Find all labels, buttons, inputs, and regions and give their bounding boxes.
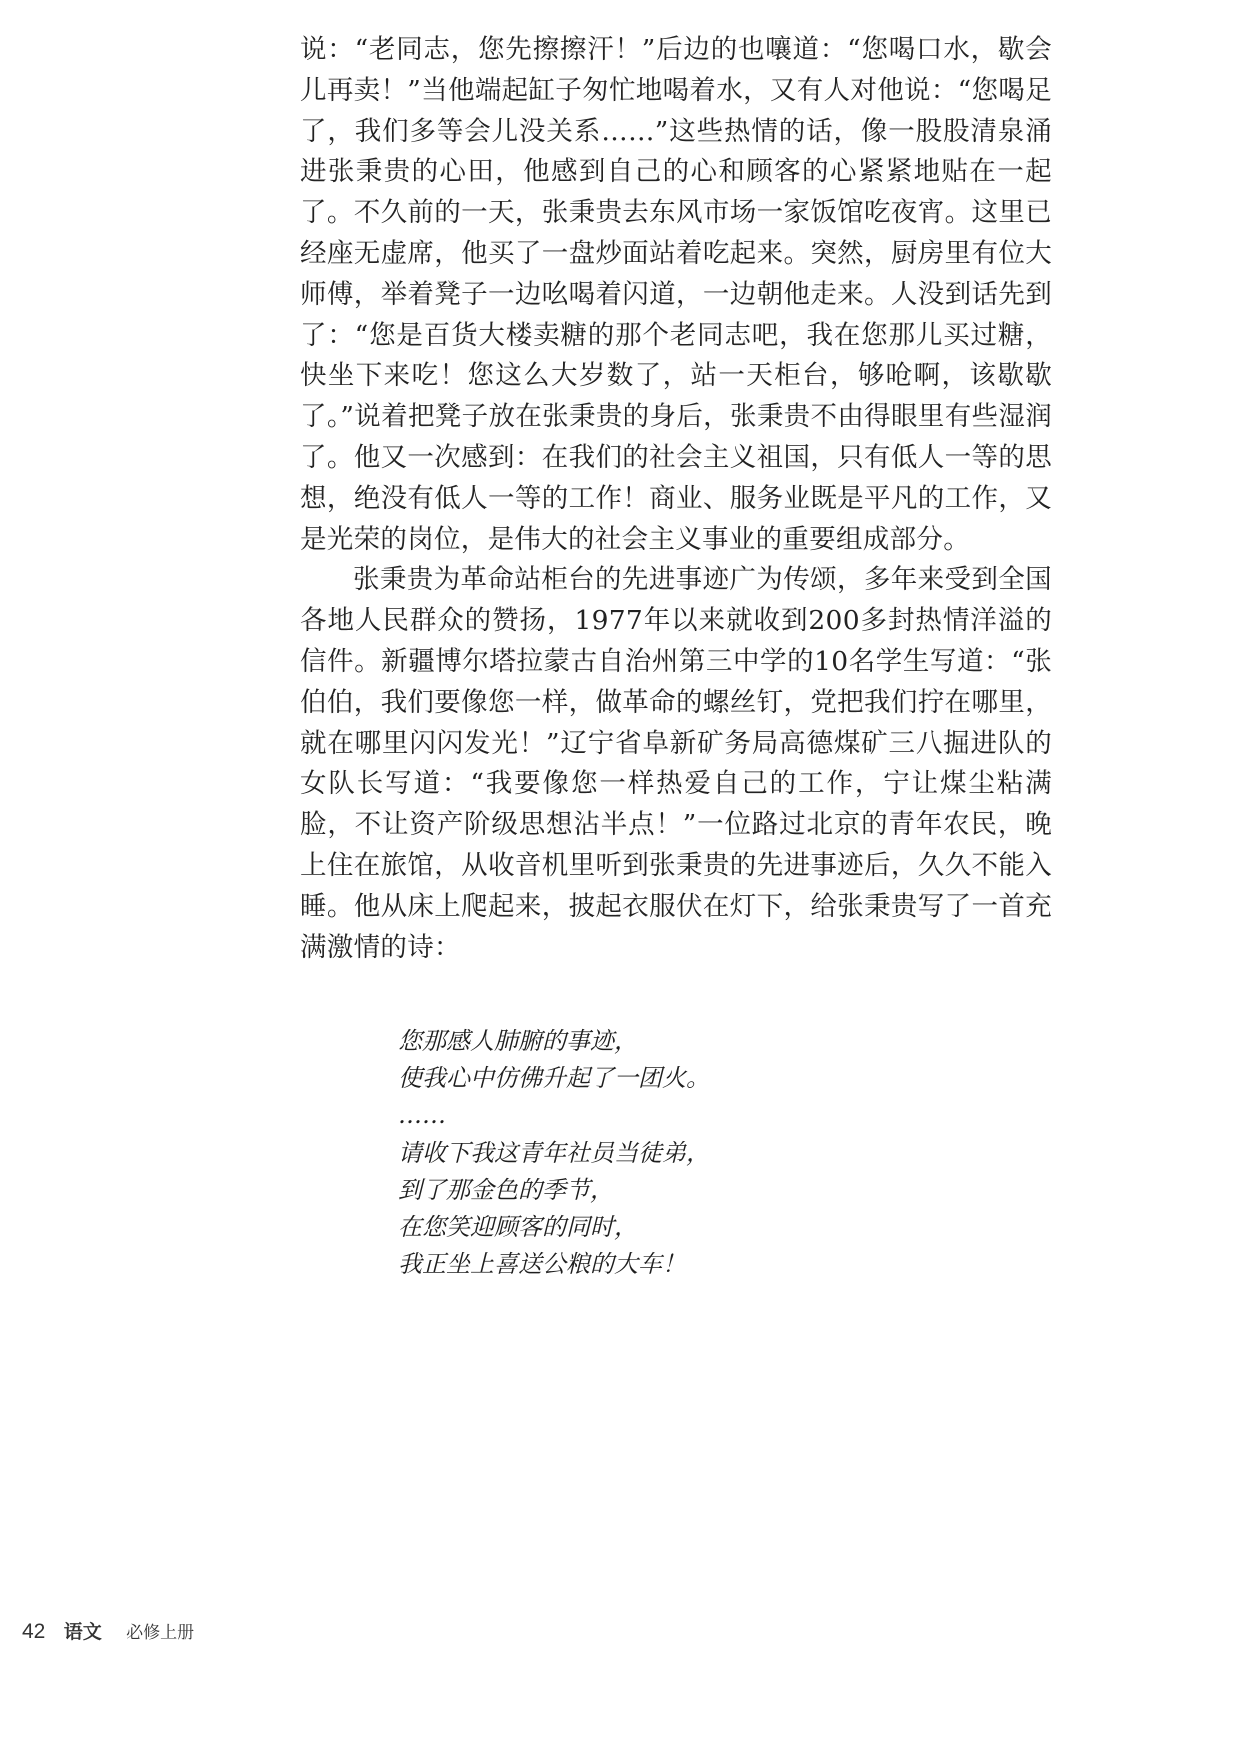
poem-line: 到了那金色的季节， xyxy=(398,1175,614,1204)
book-title: 语文 xyxy=(63,1621,102,1643)
page-footer xyxy=(22,1617,194,1644)
article-body xyxy=(300,30,1052,968)
poem-line: 使我心中仿佛升起了一团火。 xyxy=(398,1064,710,1093)
poem-line: 您那感人肺腑的事迹， xyxy=(398,1027,638,1055)
poem-line: 我正坐上喜送公粮的大车！ xyxy=(398,1250,686,1279)
poem-block xyxy=(398,1023,918,1283)
poem-line: 在您笑迎顾客的同时， xyxy=(398,1213,638,1242)
page-number: 42 xyxy=(22,1620,46,1643)
paragraph-letters: 张秉贵为革命站柜台的先进事迹广为传颂，多年来受到全国各地人民群众的赞扬，1977年以来就收到200多封热情洋溢的信件。新疆博尔塔拉蒙古自治州第三中学的10名学生写道：“张伯伯，我们要像您一样，做革命的螺丝钉，党把我们拧在哪里，就在哪里闪闪发光！”辽宁省阜新矿务局高德煤矿三八掘进队的女队长写道：“我要像您一样热爱自己的工作，宁让煤尘粘满脸，不让资产阶级思想沾半点！”一位路过北京的青年农民，晚上住在旅馆，从收音机里听到张秉贵的先进事迹后，久久不能入睡。他从床上爬起来，披起衣服伏在灯下，给张秉贵写了一首充满激情的诗： xyxy=(300,564,1052,963)
paragraph-continued: 说：“老同志，您先擦擦汗！”后边的也嚷道：“您喝口水，歇会儿再卖！”当他端起缸子匆忙地喝着水，又有人对他说：“您喝足了，我们多等会儿没关系……”这些热情的话，像一股股清泉涌进张秉贵的心田，他感到自己的心和顾客的心紧紧地贴在一起了。不久前的一天，张秉贵去东风市场一家饭馆吃夜宵。这里已经座无虚席，他买了一盘炒面站着吃起来。突然，厨房里有位大师傅，举着凳子一边吆喝着闪道，一边朝他走来。人没到话先到了：“您是百货大楼卖糖的那个老同志吧，我在您那儿买过糖，快坐下来吃！您这么大岁数了，站一天柜台，够呛啊，该歇歇了。”说着把凳子放在张秉贵的身后，张秉贵不由得眼里有些湿润了。他又一次感到：在我们的社会主义祖国，只有低人一等的思想，绝没有低人一等的工作！商业、服务业既是平凡的工作，又是光荣的岗位，是伟大的社会主义事业的重要组成部分。 xyxy=(300,34,1052,555)
volume-label: 必修上册 xyxy=(126,1623,195,1643)
poem-ellipsis: …… xyxy=(398,1101,446,1130)
poem-line: 请收下我这青年社员当徒弟， xyxy=(398,1138,710,1167)
